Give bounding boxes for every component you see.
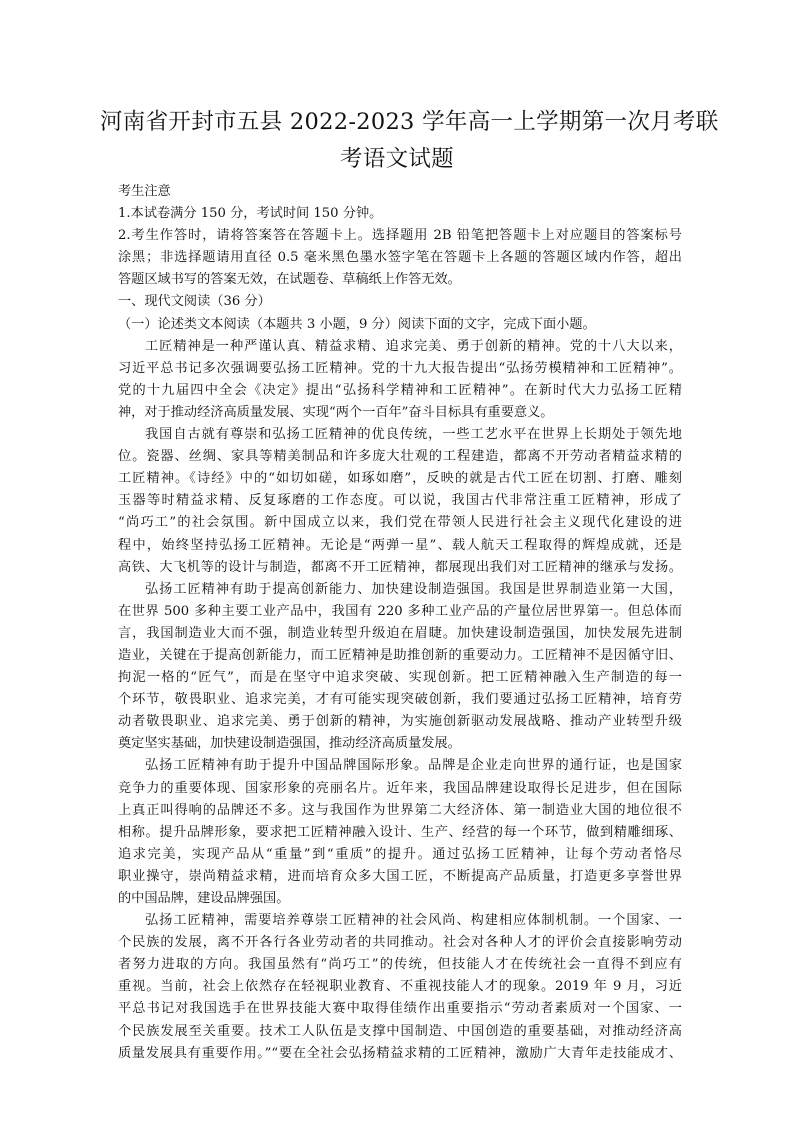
text-line: 拘泥一格的“匠气”，而是在坚守中追求突破、实现创新。把工匠精神融入生产制造的每一 [118, 670, 682, 686]
text-line: “尚巧工”的社会氛围。新中国成立以来，我们党在带领人民进行社会主义现代化建设的进 [118, 515, 682, 531]
text-line: 位。瓷器、丝绸、家具等精美制品和许多庞大壮观的工程建造，都离不开劳动者精益求精的 [118, 449, 682, 465]
text-line: 在世界 500 多种主要工业产品中，我国有 220 多种工业产品的产量位居世界第一。但总体而 [118, 603, 682, 619]
text-line: 者努力进取的方向。我国虽然有“尚巧工”的传统，但技能人才在传统社会一直得不到应有 [118, 957, 682, 973]
text-line: 质量发展具有重要作用。”“要在全社会弘扬精益求精的工匠精神，激励广大青年走技能成才、 [118, 1045, 682, 1061]
text-line: 工匠精神是一种严谨认真、精益求精、追求完美、勇于创新的精神。党的十八大以来， [145, 338, 682, 354]
text-line: 一、现代文阅读（36 分） [118, 294, 271, 310]
document-body [118, 181, 682, 1065]
text-line: 上真正叫得响的品牌还不多。这与我国作为世界第二大经济体、第一制造业大国的地位很不 [118, 802, 682, 818]
text-line: 弘扬工匠精神有助于提高创新能力、加快建设制造强国。我国是世界制造业第一大国， [145, 581, 682, 597]
text-line: 动者敬畏职业、追求完美、勇于创新的精神，为实施创新驱动发展战略、推动产业转型升级 [118, 714, 682, 730]
text-line: 程中，始终坚持弘扬工匠精神。无论是“两弹一星”、载人航天工程取得的辉煌成就，还是 [118, 537, 682, 553]
text-line: 高铁、大飞机等的设计与制造，都离不开工匠精神，都展现出我们对工匠精神的继承与发扬。 [118, 559, 682, 575]
text-line: 相称。提升品牌形象，要求把工匠精神融入设计、生产、经营的每一个环节，做到精雕细琢、 [118, 824, 682, 840]
document-title-line-1: 河南省开封市五县 2022-2023 学年高一上学期第一次月考联 [100, 109, 719, 135]
text-line: 神，对于推动经济高质量发展、实现“两个一百年”奋斗目标具有重要意义。 [118, 404, 554, 420]
text-line: 工匠精神。《诗经》中的“如切如磋，如琢如磨”，反映的就是古代工匠在切割、打磨、雕刻 [118, 471, 682, 487]
text-line: 个民族的发展，离不开各行各业劳动者的共同推动。社会对各种人才的评价会直接影响劳动 [118, 935, 682, 951]
text-line: （一）论述类文本阅读（本题共 3 小题，9 分）阅读下面的文字，完成下面小题。 [118, 316, 596, 332]
text-line: 造业，关键在于提高创新能力，而工匠精神是助推创新的重要动力。工匠精神不是因循守旧、 [118, 647, 682, 663]
text-line: 竞争力的重要体现、国家形象的亮丽名片。近年来，我国品牌建设取得长足进步，但在国际 [118, 780, 682, 796]
text-line: 我国自古就有尊崇和弘扬工匠精神的优良传统，一些工艺水平在世界上长期处于领先地 [145, 427, 682, 443]
text-line: 党的十九届四中全会《决定》提出“弘扬科学精神和工匠精神”。在新时代大力弘扬工匠精 [118, 382, 682, 398]
text-line: 的中国品牌，建设品牌强国。 [118, 891, 290, 906]
text-line: 平总书记对我国选手在世界技能大赛中取得佳绩作出重要指示“劳动者素质对一个国家、一 [118, 1001, 682, 1017]
text-line: 考生注意 [118, 184, 171, 199]
text-line: 2.考生作答时，请将答案答在答题卡上。选择题用 2B 铅笔把答题卡上对应题目的答案标号 [118, 228, 682, 244]
text-line: 重视。当前，社会上依然存在轻视职业教育、不重视技能人才的现象。2019 年 9 月，习近 [118, 979, 682, 995]
text-line: 涂黑；非选择题请用直径 0.5 毫米黑色墨水签字笔在答题卡上各题的答题区域内作答，超出 [118, 250, 682, 266]
text-line: 追求完美，实现产品从“重量”到“重质”的提升。通过弘扬工匠精神，让每个劳动者恪尽 [118, 846, 682, 862]
text-line: 个民族发展至关重要。技术工人队伍是支撑中国制造、中国创造的重要基础，对推动经济高 [118, 1023, 682, 1039]
text-line: 职业操守，崇尚精益求精，进而培育众多大国工匠，不断提高产品质量，打造更多享誉世界 [118, 868, 682, 884]
text-line: 言，我国制造业大而不强，制造业转型升级迫在眉睫。加快建设制造强国，加快发展先进制 [118, 625, 682, 641]
text-line: 个环节，敬畏职业、追求完美，才有可能实现突破创新，我们要通过弘扬工匠精神，培育劳 [118, 692, 682, 708]
text-line: 弘扬工匠精神，需要培养尊崇工匠精神的社会风尚、构建相应体制机制。一个国家、一 [145, 913, 682, 929]
text-line: 答题区域书写的答案无效，在试题卷、草稿纸上作答无效。 [118, 272, 461, 288]
text-line: 1.本试卷满分 150 分，考试时间 150 分钟。 [118, 206, 383, 222]
text-line: 弘扬工匠精神有助于提升中国品牌国际形象。品牌是企业走向世界的通行证，也是国家 [145, 758, 682, 774]
text-line: 奠定坚实基础，加快建设制造强国，推动经济高质量发展。 [118, 736, 461, 752]
text-line: 习近平总书记多次强调要弘扬工匠精神。党的十九大报告提出“弘扬劳模精神和工匠精神”。 [118, 360, 682, 376]
document-title-line-2: 考语文试题 [339, 146, 454, 172]
text-line: 玉器等时精益求精、反复琢磨的工作态度。可以说，我国古代非常注重工匠精神，形成了 [118, 493, 682, 509]
